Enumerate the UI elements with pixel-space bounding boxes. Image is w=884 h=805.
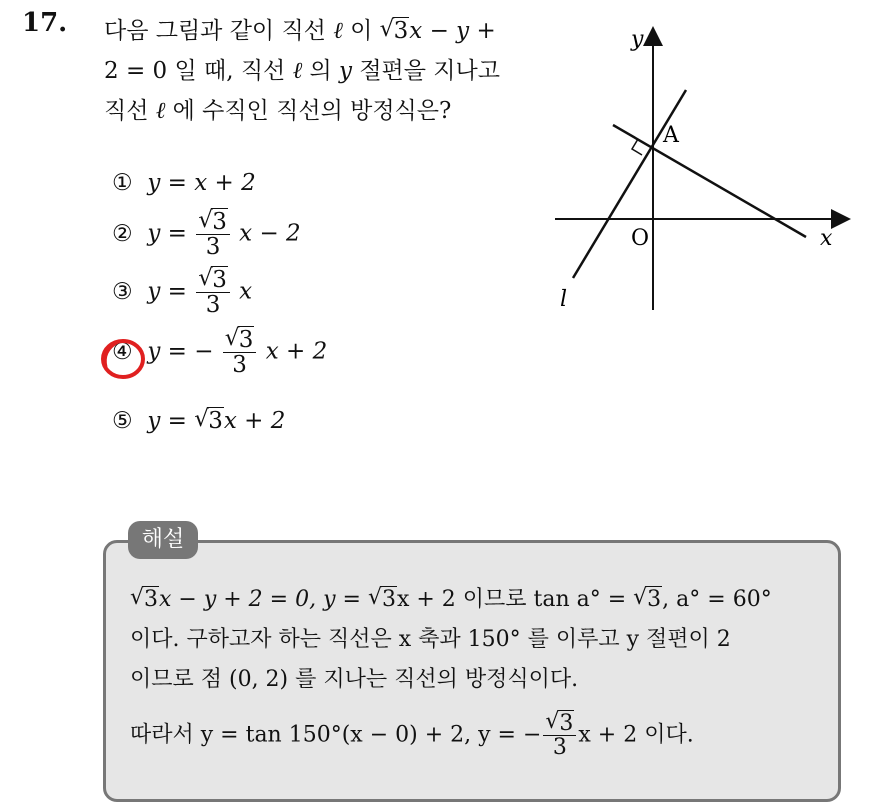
question-text: 이: [342, 18, 380, 44]
question-line-3: [104, 92, 451, 125]
question-number: 17.: [22, 8, 68, 38]
choice-rhs: x + 2: [265, 338, 328, 365]
coordinate-figure: [545, 20, 855, 320]
ell-symbol: ℓ: [292, 58, 303, 84]
fraction-denominator: 3: [552, 735, 567, 761]
sqrt-expression: [633, 587, 662, 612]
choice-mark: ①: [112, 170, 133, 196]
choice-lhs: y =: [147, 408, 187, 434]
sqrt-expression: [130, 587, 159, 612]
choice-3[interactable]: [112, 268, 252, 317]
origin-label: O: [631, 226, 650, 251]
fraction-denominator: 3: [205, 234, 221, 261]
fraction-denominator: 3: [205, 292, 221, 319]
explanation-line-4: [130, 712, 694, 759]
sqrt-expression: [368, 587, 397, 612]
fraction-numerator: 3: [238, 327, 254, 353]
choice-rhs: x + 2: [223, 408, 286, 434]
choice-rhs: x + 2: [194, 170, 256, 196]
fraction: [196, 268, 230, 317]
fraction-numerator: 3: [559, 711, 574, 736]
fraction: [543, 712, 576, 759]
explanation-text: x + 2 이다.: [578, 722, 694, 748]
question-text: 다음 그림과 같이 직선: [104, 18, 334, 44]
line-l-label: l: [560, 287, 568, 312]
answer-circle-mark: [100, 337, 150, 383]
fraction-denominator: 3: [232, 352, 247, 379]
fraction-numerator: 3: [212, 267, 227, 293]
line-l: [573, 90, 686, 278]
choice-mark: ④: [112, 338, 133, 365]
question-text: 의: [302, 58, 340, 84]
fraction-numerator: 3: [212, 209, 227, 235]
ell-symbol: ℓ: [155, 98, 166, 124]
choice-2[interactable]: [112, 210, 301, 259]
sqrt-radicand: 3: [208, 408, 223, 434]
y-symbol: y: [339, 58, 353, 84]
explanation-text: , a° = 60°: [662, 587, 772, 612]
explanation-text: 따라서 y = tan 150°(x − 0) + 2, y = −: [130, 722, 542, 748]
explanation-line-1: [130, 582, 772, 613]
sqrt-expression: [194, 408, 224, 434]
question-text: 직선: [104, 98, 156, 124]
question-line-2: [104, 52, 500, 85]
choice-lhs: y = −: [147, 338, 214, 365]
choice-1[interactable]: [112, 170, 256, 196]
choice-lhs: y =: [147, 278, 187, 305]
equation-text: x − y +: [409, 18, 496, 44]
question-text: 2 = 0 일 때, 직선: [104, 58, 293, 84]
point-a-label: A: [663, 123, 679, 148]
choice-mark: ②: [112, 220, 133, 247]
sqrt-radicand: 3: [393, 18, 409, 44]
sqrt-radicand: 3: [647, 587, 662, 612]
choice-lhs: y =: [147, 220, 187, 247]
explanation-tab: 해설: [128, 521, 198, 559]
sqrt-radicand: 3: [144, 587, 158, 612]
choice-5[interactable]: [112, 408, 285, 434]
choice-rhs: x − 2: [239, 220, 301, 247]
question-line-1: [104, 12, 496, 45]
explanation-text: x − y + 2 = 0, y =: [159, 587, 368, 612]
y-label: y: [631, 27, 644, 52]
choice-mark: ③: [112, 278, 133, 305]
explanation-text: x + 2 이므로 tan a° =: [396, 587, 634, 612]
fraction: [223, 328, 257, 377]
choice-rhs: x: [239, 278, 253, 305]
ell-symbol: ℓ: [333, 18, 343, 44]
question-text: 에 수직인 직선의 방정식은?: [165, 98, 452, 124]
question-text: 절편을 지나고: [352, 58, 500, 84]
explanation-line-3: 이므로 점 (0, 2) 를 지나는 직선의 방정식이다.: [130, 667, 579, 692]
sqrt-expression: [380, 18, 410, 44]
choice-lhs: y =: [147, 170, 187, 196]
x-label: x: [820, 226, 833, 251]
perpendicular-line: [613, 125, 806, 237]
fraction: [196, 210, 230, 259]
sqrt-radicand: 3: [381, 587, 396, 612]
choice-mark: ⑤: [112, 408, 133, 434]
explanation-line-2: 이다. 구하고자 하는 직선은 x 축과 150° 를 이루고 y 절편이 2: [130, 627, 731, 652]
